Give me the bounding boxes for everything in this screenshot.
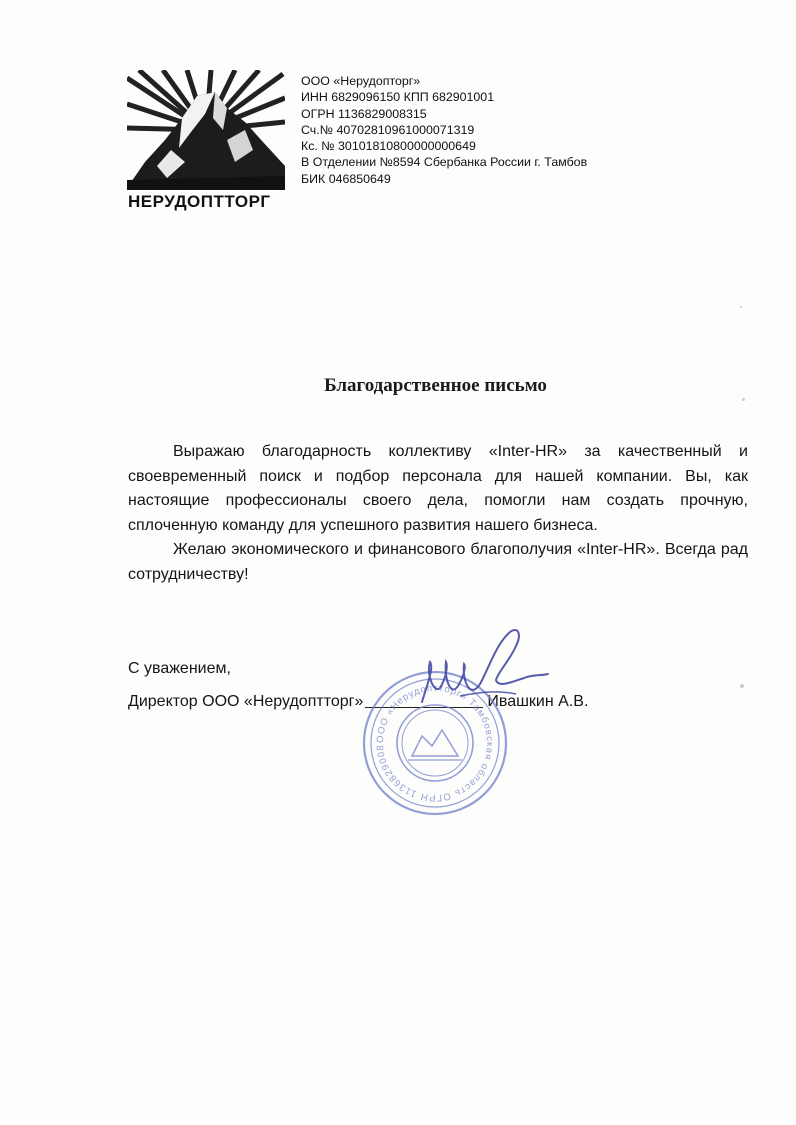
- requisite-account: Сч.№ 40702810961000071319: [301, 122, 475, 137]
- requisite-ogrn: ОГРН 1136829008315: [301, 106, 427, 121]
- company-requisites: [301, 73, 587, 187]
- stamp-text: ООО «Нерудоптторг» Тамбовская область ОГРН 1136829008: [374, 682, 496, 804]
- signer-position: Директор ООО «Нерудоптторг»: [128, 693, 364, 710]
- requisite-bik: БИК 046850649: [301, 171, 391, 186]
- company-logo-name: НЕРУДОПТТОРГ: [128, 192, 271, 211]
- letter-paragraph: Выражаю благодарность коллективу «Inter-HR» за качественный и своевременный поиск и подбор персонала для нашей компании. Вы, как настоящие профессионалы своего дела, помогли нам создать прочную, сплоченную команду для успешного развития нашего бизнеса.: [128, 443, 748, 534]
- scan-speck: [740, 306, 742, 308]
- requisite-bank: В Отделении №8594 Сбербанка России г. Тамбов: [301, 155, 588, 170]
- scan-speck: [742, 398, 745, 401]
- letter-paragraph: Желаю экономического и финансового благополучия «Inter-HR». Всегда рад сотрудничеству!: [128, 541, 748, 583]
- letter-closing: С уважением,: [128, 660, 231, 677]
- letter-title: Благодарственное письмо: [324, 375, 547, 396]
- signer-name: Ивашкин А.В.: [487, 693, 589, 710]
- requisite-company: ООО «Нерудопторг»: [301, 74, 421, 88]
- handwritten-signature: [400, 622, 560, 717]
- requisite-inn-kpp: ИНН 6829096150 КПП 682901001: [301, 90, 495, 105]
- scan-speck: [740, 684, 744, 688]
- requisite-corr-account: Кс. № 30101810800000000649: [301, 139, 476, 154]
- letter-body: [128, 440, 748, 587]
